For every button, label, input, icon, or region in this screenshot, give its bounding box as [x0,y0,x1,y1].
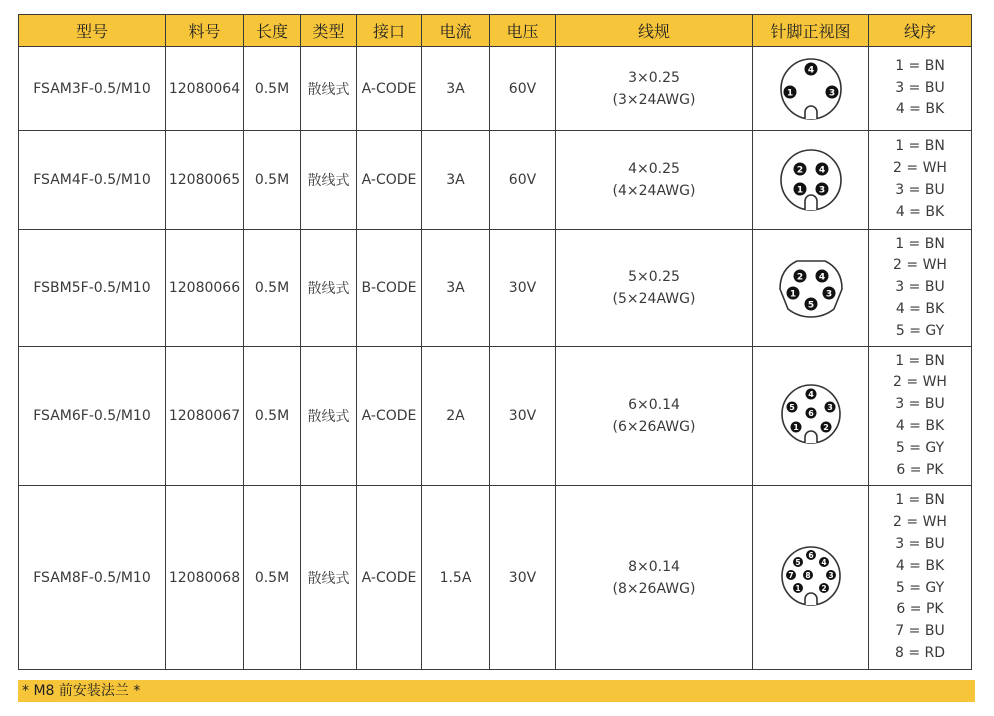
wire-order-item: 5 = GY [895,322,945,339]
pin-label: 6 [807,550,814,560]
wire-order-item: 1 = BN [895,492,945,509]
header-model: 型号 [19,15,166,47]
header-voltage: 电压 [490,15,556,47]
header-interface: 接口 [357,15,422,47]
current-cell: 2A [422,347,490,486]
wire-order-cell [869,486,972,670]
header-gauge: 线规 [556,15,753,47]
pin-label: 5 [807,300,814,311]
pin-label: 2 [820,583,827,593]
gauge-cell [556,347,753,486]
a8-pin-face-icon [776,543,846,613]
wire-order-item: 4 = BK [895,418,945,434]
wire-order-item: 1 = BN [895,352,945,369]
header-type: 类型 [301,15,357,47]
gauge-awg: (8×26AWG) [612,580,696,597]
pin-label: 1 [796,185,803,196]
wire-order-item: 3 = BU [895,279,945,296]
wire-order-item: 1 = BN [895,235,945,252]
pin-label: 3 [826,403,833,412]
wire-order-item: 5 = GY [895,579,945,596]
a4-pin-face-icon [776,145,846,215]
gauge-awg: (4×24AWG) [612,183,696,199]
wire-order-item: 2 = WH [893,514,947,531]
wire-order-item: 2 = WH [893,257,947,274]
model-cell: FSAM4F-0.5/M10 [19,131,166,230]
wire-order-cell [869,230,972,347]
header-wire-order: 线序 [869,15,972,47]
pin-label: 7 [787,570,794,580]
pin-label: 5 [794,557,801,567]
current-cell: 3A [422,131,490,230]
code-cell: B-CODE [357,230,422,347]
length-cell: 0.5M [244,486,301,670]
type-cell: 散线式 [301,347,357,486]
a3-pin-face-icon [776,54,846,124]
wire-order-item: 4 = BK [895,101,945,118]
wire-order-item: 1 = BN [895,57,945,74]
gauge-size: 6×0.14 [628,397,680,413]
length-cell: 0.5M [244,47,301,131]
pin-label: 4 [807,65,814,75]
pin-label: 2 [796,165,803,176]
code-cell: A-CODE [357,347,422,486]
wire-order-item: 1 = BN [895,138,945,155]
code-cell: A-CODE [357,486,422,670]
pin-label: 4 [818,165,825,176]
spec-table [18,14,972,670]
pin-label: 4 [818,272,825,283]
voltage-cell: 60V [490,47,556,131]
a6-pin-face-icon [776,381,846,451]
pin-label: 4 [807,390,814,399]
current-cell: 3A [422,230,490,347]
gauge-awg: (3×24AWG) [612,91,696,108]
wire-order-item: 3 = BU [895,396,945,413]
voltage-cell: 30V [490,347,556,486]
pin-view-cell [753,347,869,486]
current-cell: 1.5A [422,486,490,670]
wire-order-item: 7 = BU [895,623,945,640]
code-cell: A-CODE [357,47,422,131]
pin-label: 1 [786,88,793,98]
table-row [19,486,972,670]
part-cell: 12080065 [166,131,244,230]
pin-label: 2 [822,423,829,432]
gauge-cell [556,486,753,670]
gauge-cell [556,131,753,230]
pin-label: 4 [820,557,827,567]
wire-order-item: 2 = WH [893,160,947,177]
footer-note: * M8 前安装法兰 * [18,680,975,702]
model-cell: FSAM6F-0.5/M10 [19,347,166,486]
pin-label: 6 [807,409,814,418]
table-row [19,47,972,131]
gauge-cell [556,230,753,347]
pin-view-cell [753,47,869,131]
wire-order-item: 4 = BK [895,557,945,574]
wire-order-cell [869,47,972,131]
length-cell: 0.5M [244,230,301,347]
part-cell: 12080066 [166,230,244,347]
type-cell: 散线式 [301,131,357,230]
pin-label: 3 [818,185,825,196]
pin-label: 1 [792,423,799,432]
b5-pin-face-icon [776,253,846,323]
header-part: 料号 [166,15,244,47]
wire-order-item: 8 = RD [894,644,946,661]
voltage-cell: 60V [490,131,556,230]
wire-order-cell [869,347,972,486]
pin-label: 1 [794,583,801,593]
table-row [19,347,972,486]
model-cell: FSAM3F-0.5/M10 [19,47,166,131]
pin-view-cell [753,131,869,230]
current-cell: 3A [422,47,490,131]
gauge-size: 3×0.25 [628,69,680,86]
pin-view-cell [753,230,869,347]
wire-order-cell [869,131,972,230]
wire-order-item: 5 = GY [895,439,945,456]
wire-order-item: 6 = PK [896,601,944,618]
pin-label: 3 [827,570,834,580]
code-cell: A-CODE [357,131,422,230]
gauge-cell [556,47,753,131]
header-pin-view: 针脚正视图 [753,15,869,47]
length-cell: 0.5M [244,347,301,486]
wire-order-item: 3 = BU [895,79,945,96]
wire-order-item: 3 = BU [895,182,945,198]
header-row [19,15,972,47]
gauge-awg: (5×24AWG) [612,291,696,307]
gauge-size: 8×0.14 [628,558,680,575]
gauge-size: 4×0.25 [628,161,680,177]
gauge-size: 5×0.25 [628,269,680,285]
pin-label: 1 [789,289,796,300]
type-cell: 散线式 [301,47,357,131]
pin-label: 2 [796,272,803,283]
wire-order-item: 3 = BU [895,535,945,552]
part-cell: 12080064 [166,47,244,131]
pin-label: 8 [804,570,811,580]
pin-label: 3 [828,88,835,98]
part-cell: 12080068 [166,486,244,670]
part-cell: 12080067 [166,347,244,486]
wire-order-item: 2 = WH [893,374,947,391]
model-cell: FSBM5F-0.5/M10 [19,230,166,347]
length-cell: 0.5M [244,131,301,230]
pin-label: 5 [788,403,795,412]
wire-order-item: 4 = BK [895,203,945,220]
model-cell: FSAM8F-0.5/M10 [19,486,166,670]
wire-order-item: 6 = PK [896,461,944,478]
header-length: 长度 [244,15,301,47]
type-cell: 散线式 [301,230,357,347]
table-row [19,131,972,230]
pin-view-cell [753,486,869,670]
type-cell: 散线式 [301,486,357,670]
table-row [19,230,972,347]
voltage-cell: 30V [490,486,556,670]
pin-label: 3 [825,289,832,300]
wire-order-item: 4 = BK [895,300,945,317]
header-current: 电流 [422,15,490,47]
gauge-awg: (6×26AWG) [612,419,696,435]
voltage-cell: 30V [490,230,556,347]
